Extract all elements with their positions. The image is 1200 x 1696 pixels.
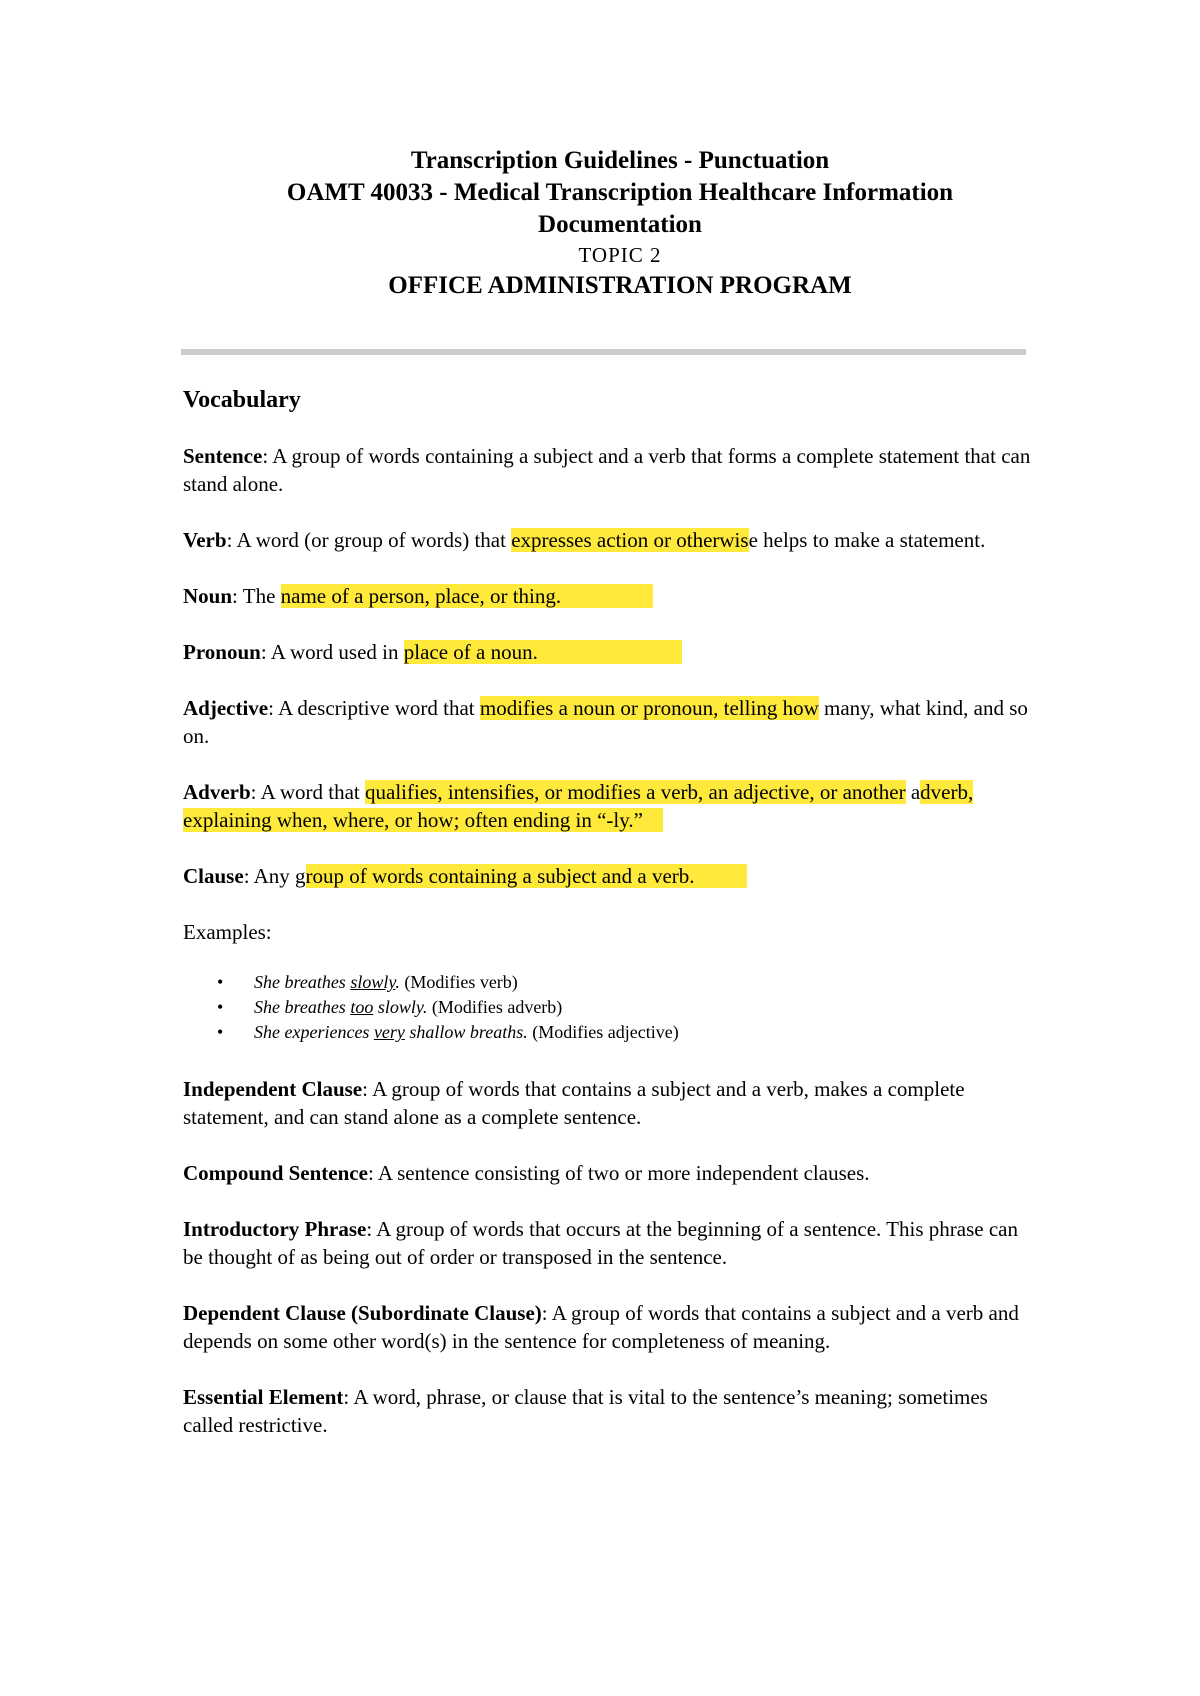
topic-label: TOPIC 2 bbox=[578, 243, 662, 267]
definition-verb-end: e helps to make a statement. bbox=[748, 528, 986, 552]
bullet-icon: • bbox=[217, 1022, 224, 1042]
definition-compound-sentence: : A sentence consisting of two or more independent clauses. bbox=[367, 1161, 870, 1185]
entry-dependent-clause bbox=[183, 1299, 1043, 1355]
term-noun: Noun bbox=[183, 584, 233, 608]
example-sentence bbox=[254, 1022, 528, 1042]
highlighted-text: dverb, explaining when, where, or how; often ending in “-ly.” bbox=[183, 780, 974, 832]
entry-essential-element bbox=[183, 1383, 1043, 1439]
highlighted-text: roup of words containing a subject and a verb. bbox=[306, 864, 747, 888]
term-clause: Clause bbox=[183, 864, 244, 888]
entry-adjective bbox=[183, 694, 1043, 750]
example-modifier: too bbox=[350, 997, 374, 1017]
example-text: slowly. bbox=[373, 997, 428, 1017]
program-name: OFFICE ADMINISTRATION PROGRAM bbox=[388, 272, 852, 299]
example-sentence bbox=[254, 997, 427, 1017]
definition-dependent-clause: : A group of words that contains a subject and a verb and depends on some other word(s) in the sentence for completeness of meaning. bbox=[183, 1301, 1019, 1353]
definition-introductory-phrase: : A group of words that occurs at the beginning of a sentence. This phrase can be thought of as being out of order or transposed in the sentence. bbox=[183, 1217, 1018, 1269]
example-note: (Modifies adverb) bbox=[427, 997, 563, 1017]
entry-introductory-phrase bbox=[183, 1215, 1043, 1271]
definition-noun-start: : The bbox=[232, 584, 281, 608]
example-text: She breathes bbox=[254, 972, 351, 992]
examples-label: Examples: bbox=[183, 920, 272, 944]
list-item bbox=[183, 970, 1043, 995]
highlighted-text: modifies a noun or pronoun, telling how bbox=[479, 696, 819, 720]
highlighted-text: expresses action or otherwis bbox=[511, 528, 749, 552]
list-item bbox=[183, 1020, 1043, 1045]
highlighted-text: name of a person, place, or thing. bbox=[281, 584, 654, 608]
term-essential-element: Essential Element bbox=[183, 1385, 344, 1409]
document-body bbox=[183, 385, 1043, 1467]
definition-essential-element: : A word, phrase, or clause that is vital to the sentence’s meaning; sometimes called restrictive. bbox=[183, 1385, 988, 1437]
section-heading: Vocabulary bbox=[183, 387, 301, 413]
document-title: Transcription Guidelines - Punctuation bbox=[410, 147, 830, 174]
example-note: (Modifies verb) bbox=[399, 972, 518, 992]
bullet-icon: • bbox=[217, 972, 224, 992]
entry-independent-clause bbox=[183, 1075, 1043, 1131]
example-text: She experiences bbox=[254, 1022, 374, 1042]
term-adjective: Adjective bbox=[183, 696, 269, 720]
list-item bbox=[183, 995, 1043, 1020]
definition-adjective-start: : A descriptive word that bbox=[268, 696, 480, 720]
definition-clause-start: : Any g bbox=[243, 864, 306, 888]
example-modifier: slowly bbox=[350, 972, 396, 992]
example-modifier: very bbox=[373, 1022, 405, 1042]
highlighted-text: place of a noun. bbox=[404, 640, 682, 664]
example-sentence bbox=[254, 972, 400, 992]
entry-sentence bbox=[183, 442, 1043, 498]
definition-sentence: : A group of words containing a subject and a verb that forms a complete statement that can stand alone. bbox=[183, 444, 1031, 496]
horizontal-divider bbox=[181, 349, 1026, 355]
course-title-line-1: OAMT 40033 - Medical Transcription Healthcare Information bbox=[286, 179, 954, 206]
definition-adverb-mid: a bbox=[905, 780, 921, 804]
term-compound-sentence: Compound Sentence bbox=[183, 1161, 368, 1185]
term-pronoun: Pronoun bbox=[183, 640, 261, 664]
bullet-icon: • bbox=[217, 997, 224, 1017]
entry-adverb bbox=[183, 778, 1043, 834]
entry-compound-sentence bbox=[183, 1159, 1043, 1187]
term-independent-clause: Independent Clause bbox=[183, 1077, 363, 1101]
term-introductory-phrase: Introductory Phrase bbox=[183, 1217, 367, 1241]
example-note: (Modifies adjective) bbox=[527, 1022, 679, 1042]
definition-adverb-start: : A word that bbox=[250, 780, 366, 804]
example-text: shallow breaths. bbox=[404, 1022, 528, 1042]
term-sentence: Sentence bbox=[183, 444, 263, 468]
course-title-line-2: Documentation bbox=[538, 211, 702, 238]
term-dependent-clause: Dependent Clause (Subordinate Clause) bbox=[183, 1301, 542, 1325]
example-text: She breathes bbox=[254, 997, 351, 1017]
term-adverb: Adverb bbox=[183, 780, 251, 804]
definition-verb-start: : A word (or group of words) that bbox=[226, 528, 512, 552]
definition-pronoun-start: : A word used in bbox=[260, 640, 404, 664]
definition-independent-clause: : A group of words that contains a subject and a verb, makes a complete statement, and can stand alone as a complete sentence. bbox=[183, 1077, 965, 1129]
entry-noun bbox=[183, 582, 1043, 610]
term-verb: Verb bbox=[183, 528, 227, 552]
entry-pronoun bbox=[183, 638, 1043, 666]
definition-adjective-end: many, what kind, and so on. bbox=[183, 696, 1028, 748]
highlighted-text: qualifies, intensifies, or modifies a verb, an adjective, or another bbox=[365, 780, 906, 804]
entry-verb bbox=[183, 526, 1043, 554]
entry-clause bbox=[183, 862, 1043, 890]
document-header bbox=[0, 145, 1200, 303]
example-text: . bbox=[395, 972, 400, 992]
examples-list bbox=[183, 970, 1043, 1045]
